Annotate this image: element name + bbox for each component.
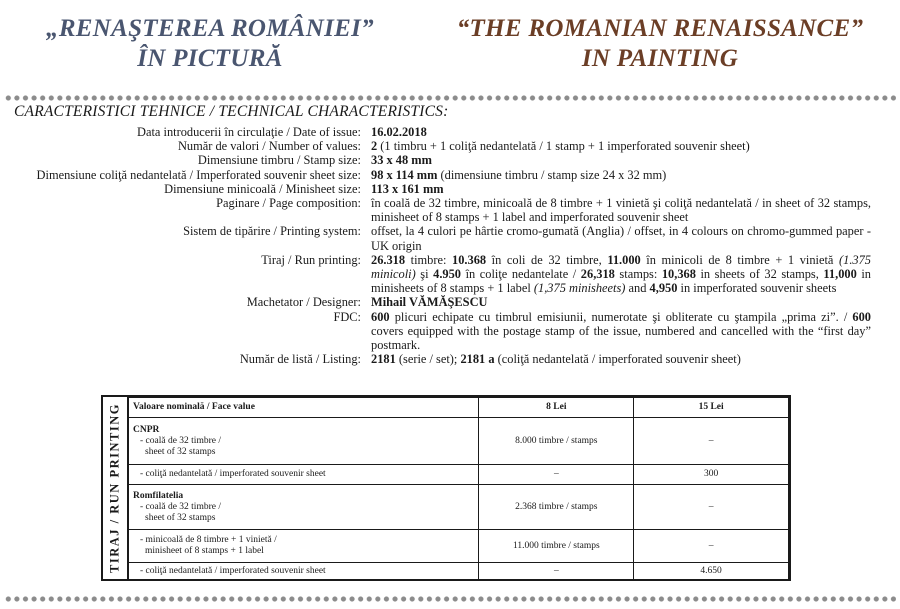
title-romanian (20, 14, 400, 74)
title-ro-line1: „RENAŞTEREA ROMÂNIEI” (46, 15, 374, 42)
spec-row-printing-system: Sistem de tipărire / Printing system: offset, la 4 culori pe hârtie cromo-gumată (Anglia) / offset, in 4 colours on chromo-gummed paper - UK origin (0, 224, 900, 252)
spec-value: 16.02.2018 (371, 125, 427, 139)
header-face-value: Valoare nominală / Face value (129, 398, 479, 418)
spec-row-listing: Număr de listă / Listing: 2181 (serie / set); 2181 a (coliţă nedantelată / imperforated souvenir sheet) (0, 352, 900, 366)
spec-row-fdc: FDC: 600 plicuri echipate cu timbrul emisiunii, numerotate şi obliterate cu ştampila „prima zi”. / 600 covers equipped with the postage stamp of the issue, numbered and cancelled with the “first day” postmark. (0, 310, 900, 353)
title-en-line2: IN PAINTING (581, 45, 739, 72)
spec-label: FDC: (333, 309, 361, 324)
table-row: - coliţă nedantelată / imperforated souvenir sheet – 300 (129, 465, 789, 485)
spec-label: Data introducerii în circulaţie / Date of issue: (137, 125, 361, 139)
title-english (425, 14, 895, 74)
dotted-divider-bottom (4, 595, 896, 603)
group-cnpr: CNPR (133, 424, 160, 435)
spec-label: Machetator / Designer: (246, 295, 361, 310)
table-row: Romfilatelia - coală de 32 timbre / sheet of 32 stamps 2.368 timbre / stamps – (129, 485, 789, 530)
spec-label: Tiraj / Run printing: (261, 252, 361, 267)
header-15-lei: 15 Lei (634, 398, 789, 418)
group-romfilatelia: Romfilatelia (133, 490, 184, 501)
spec-row-sheet-size: Dimensiune coliţă nedantelată / Imperforated souvenir sheet size: 98 x 114 mm (dimensiune timbru / stamp size 24 x 32 mm) (0, 168, 900, 182)
spec-row-page-composition: Paginare / Page composition: în coală de 32 timbre, minicoală de 8 timbre + 1 vinietă şi coliţă nedantelată / in sheet of 32 stamps, minisheet of 8 stamps + 1 label and imperforated souvenir sheet (0, 196, 900, 224)
spec-row-issue-date (0, 125, 900, 139)
spec-row-minisheet-size: Dimensiune minicoală / Minisheet size: 113 x 161 mm (0, 182, 900, 196)
spec-row-run-printing: Tiraj / Run printing: 26.318 timbre: 10.368 în coli de 32 timbre, 11.000 în minicoli de 8 timbre + 1 vinietă (1.375 minicoli) şi 4.950 în coliţe nedantelate / 26,318 stamps: 10,368 in sheets of 32 stamps, 11,000 in minisheets of 8 stamps + 1 label (1,375 minisheets) and 4,950 in imperforated souvenir sheets (0, 253, 900, 296)
spec-label: Paginare / Page composition: (216, 196, 361, 211)
dotted-divider-top (4, 94, 896, 102)
spec-row-stamp-size: Dimensiune timbru / Stamp size: 33 x 48 mm (0, 153, 900, 167)
spec-label: Număr de valori / Number of values: (177, 139, 361, 154)
spec-label: Sistem de tipărire / Printing system: (183, 224, 361, 239)
spec-label: Dimensiune coliţă nedantelată / Imperforated souvenir sheet size: (36, 167, 361, 182)
table-row: - coliţă nedantelată / imperforated souvenir sheet – 4.650 (129, 563, 789, 580)
run-printing-grid (128, 397, 789, 580)
spec-label: Dimensiune timbru / Stamp size: (197, 153, 361, 168)
spec-label: Număr de listă / Listing: (239, 352, 361, 367)
run-printing-side-label: TIRAJ / RUN PRINTING (103, 397, 128, 579)
header-8-lei: 8 Lei (479, 398, 634, 418)
spec-label: Dimensiune minicoală / Minisheet size: (164, 181, 361, 196)
table-row: - minicoală de 8 timbre + 1 vinietă / minisheet of 8 stamps + 1 label 11.000 timbre / stamps – (129, 530, 789, 563)
title-en-line1: “THE ROMANIAN RENAISSANCE” (456, 15, 864, 42)
specs-list (0, 125, 900, 366)
section-heading: CARACTERISTICI TEHNICE / TECHNICAL CHARACTERISTICS: (14, 103, 449, 120)
table-row: CNPR - coală de 32 timbre / sheet of 32 stamps 8.000 timbre / stamps – (129, 418, 789, 465)
run-printing-table (101, 395, 791, 581)
table-header-row (129, 398, 789, 418)
title-ro-line2: ÎN PICTURĂ (137, 45, 283, 72)
spec-row-values: Număr de valori / Number of values: 2 (1 timbru + 1 coliţă nedantelată / 1 stamp + 1 imperforated souvenir sheet) (0, 139, 900, 153)
spec-row-designer: Machetator / Designer: Mihail VĂMĂŞESCU (0, 295, 900, 309)
